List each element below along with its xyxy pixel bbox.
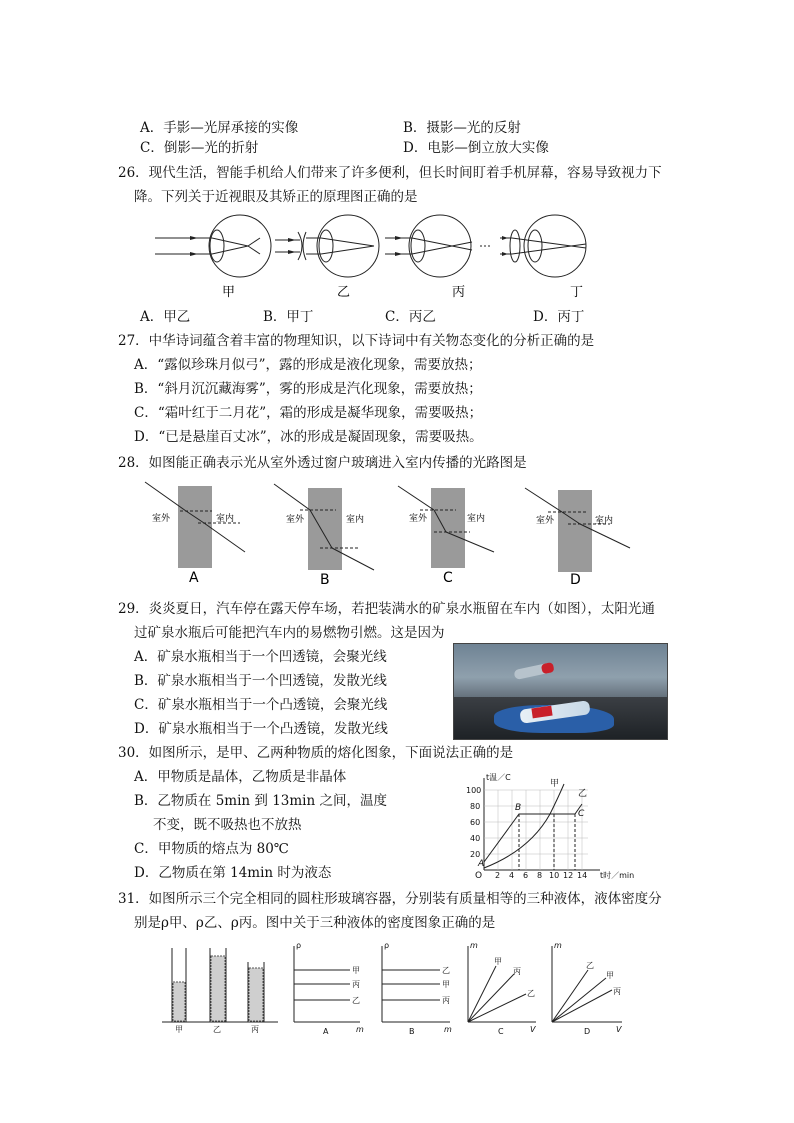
eye-yi-lens — [319, 230, 333, 262]
graph-b-line2: 甲 — [442, 980, 450, 989]
graph-d-line1: 乙 — [586, 961, 594, 970]
q30-point-a: A — [478, 859, 485, 869]
graph-c-line3: 乙 — [527, 989, 535, 998]
q30-option-b-line2: 不变，既不吸热也不放热 — [153, 817, 302, 833]
glass-b — [308, 488, 342, 570]
graph-c-xlabel: V — [530, 1025, 536, 1034]
eye-label-yi: 乙 — [337, 285, 351, 300]
q29-option-b: B．矿泉水瓶相当于一个凹透镜，发散光线 — [134, 673, 387, 689]
q28-caption-b: B — [320, 572, 330, 588]
q25-option-c: C．倒影—光的折射 — [140, 140, 259, 156]
glass-a — [178, 486, 212, 568]
q30-option-b-line1: B．乙物质在 5min 到 13min 之间，温度 — [134, 793, 387, 809]
eye-ding-lens — [528, 230, 542, 262]
glass-d-outside: 室外 — [536, 516, 555, 526]
q30-x-label: t时／min — [600, 871, 635, 880]
q26-stem-line2: 降。下列关于近视眼及其矫正的原理图正确的是 — [134, 189, 418, 205]
q30-ytick-20: 20 — [470, 850, 481, 859]
graph-b-caption: B — [409, 1027, 415, 1036]
eye-label-ding: 丁 — [570, 285, 584, 300]
q28-stem: 28．如图能正确表示光从室外透过窗户玻璃进入室内传播的光路图是 — [118, 455, 527, 471]
q30-curve-yi — [484, 804, 582, 862]
eye-jia-eyeball — [209, 215, 271, 277]
glass-d — [558, 490, 592, 572]
container-label-yi: 乙 — [213, 1025, 221, 1034]
q30-curve-jia — [484, 784, 564, 868]
q31-stem-line2: 别是ρ甲、ρ乙、ρ丙。图中关于三种液体的密度图象正确的是 — [134, 915, 496, 931]
graph-c-line2: 丙 — [513, 967, 521, 976]
q27-option-b: B．“斜月沉沉藏海雾”，雾的形成是汽化现象，需要放热； — [134, 381, 482, 397]
q30-melting-graph — [460, 770, 660, 882]
q30-stem: 30．如图所示，是甲、乙两种物质的熔化图象，下面说法正确的是 — [118, 745, 514, 761]
q30-ytick-60: 60 — [470, 818, 481, 827]
glass-a-outside: 室外 — [152, 514, 171, 524]
q26-stem-line1: 26．现代生活，智能手机给人们带来了许多便利，但长时间盯着手机屏幕，容易导致视力下 — [118, 165, 662, 181]
glass-a-inside: 室内 — [216, 514, 235, 524]
graph-d-line3: 丙 — [613, 987, 621, 996]
eye-ding-convex-lens — [510, 230, 520, 262]
graph-c-ylabel: m — [470, 941, 478, 950]
q30-ytick-80: 80 — [470, 802, 481, 811]
q27-option-c: C．“霜叶红于二月花”，霜的形成是凝华现象，需要吸热； — [134, 405, 483, 421]
q26-option-d: D．丙丁 — [533, 309, 585, 325]
q26-eye-diagrams — [150, 210, 690, 302]
liquid-yi — [211, 956, 225, 1021]
graph-d-caption: D — [584, 1027, 591, 1036]
liquid-bing — [249, 968, 263, 1021]
q27-option-d: D．“已是悬崖百丈冰”，冰的形成是凝固现象，需要吸热。 — [134, 429, 483, 445]
q30-xtick-6: 6 — [523, 871, 529, 880]
graph-a-xlabel: m — [356, 1025, 364, 1034]
graph-d-ylabel: m — [554, 941, 562, 950]
liquid-jia — [173, 982, 185, 1021]
graph-b-ylabel: ρ — [384, 941, 390, 950]
glass-c-inside: 室内 — [467, 514, 486, 524]
graph-b-line3: 丙 — [442, 996, 450, 1005]
q28-caption-d: D — [570, 572, 581, 588]
photo-bottle-top — [513, 662, 554, 680]
q30-label-jia: 甲 — [550, 779, 560, 789]
eye-yi-concave-lens — [298, 232, 306, 260]
q25-option-d: D．电影—倒立放大实像 — [403, 140, 549, 156]
q29-stem-line2: 过矿泉水瓶后可能把汽车内的易燃物引燃。这是因为 — [134, 625, 445, 641]
eye-label-jia: 甲 — [222, 285, 236, 300]
q26-option-c: C．丙乙 — [385, 309, 436, 325]
graph-a-ylabel: ρ — [296, 941, 302, 950]
graph-c-line1: 甲 — [494, 957, 502, 966]
graph-a-line1: 甲 — [352, 966, 360, 975]
q25-option-a: A．手影—光屏承接的实像 — [140, 120, 299, 136]
q30-xtick-8: 8 — [537, 871, 543, 880]
q27-stem: 27．中华诗词蕴含着丰富的物理知识，以下诗词中有关物态变化的分析正确的是 — [118, 333, 595, 349]
graph-a-caption: A — [323, 1027, 329, 1036]
q30-option-a: A．甲物质是晶体，乙物质是非晶体 — [134, 769, 347, 785]
q26-option-b: B．甲丁 — [263, 309, 314, 325]
graph-a-line3: 乙 — [352, 996, 360, 1005]
q30-option-d: D．乙物质在第 14min 时为液态 — [134, 865, 332, 881]
graph-a-line2: 丙 — [352, 980, 360, 989]
q25-option-b: B．摄影—光的反射 — [403, 120, 521, 136]
q29-stem-line1: 29．炎炎夏日，汽车停在露天停车场，若把装满水的矿泉水瓶留在车内（如图），太阳光通 — [118, 601, 655, 617]
glass-c-outside: 室外 — [409, 514, 428, 524]
q30-point-b: B — [515, 803, 522, 813]
container-label-jia: 甲 — [175, 1025, 183, 1034]
glass-c — [431, 488, 465, 568]
q28-caption-a: A — [189, 570, 199, 586]
q30-ytick-100: 100 — [466, 786, 482, 795]
q30-y-label: t温／C — [486, 773, 511, 782]
q28-caption-c: C — [443, 570, 453, 586]
graph-d-xlabel: V — [616, 1025, 622, 1034]
container-label-bing: 丙 — [251, 1025, 259, 1034]
q31-density-diagrams — [160, 938, 640, 1038]
eye-ding-eyeball — [524, 215, 586, 277]
q30-xtick-14: 14 — [577, 871, 588, 880]
eye-yi-eyeball — [317, 215, 379, 277]
q29-option-a: A．矿泉水瓶相当于一个凹透镜，会聚光线 — [134, 649, 387, 665]
q29-option-c: C．矿泉水瓶相当于一个凸透镜，会聚光线 — [134, 697, 388, 713]
q30-xtick-4: 4 — [509, 871, 515, 880]
q26-option-a: A．甲乙 — [140, 309, 191, 325]
eye-label-bing: 丙 — [452, 285, 466, 300]
q29-car-bottle-photo — [453, 643, 668, 740]
glass-d-inside: 室内 — [595, 516, 614, 526]
q30-ytick-40: 40 — [470, 834, 481, 843]
glass-b-outside: 室外 — [286, 515, 305, 525]
graph-c-caption: C — [498, 1027, 504, 1036]
graph-d-line2: 甲 — [606, 971, 614, 980]
graph-b-line1: 乙 — [442, 966, 450, 975]
q31-stem-line1: 31．如图所示三个完全相同的圆柱形玻璃容器，分别装有质量相等的三种液体，液体密度分 — [118, 891, 662, 907]
q27-option-a: A．“露似珍珠月似弓”，露的形成是液化现象，需要放热； — [134, 357, 482, 373]
eye-bing-eyeball — [409, 215, 471, 277]
q30-xtick-2: 2 — [495, 871, 501, 880]
q29-option-d: D．矿泉水瓶相当于一个凸透镜，发散光线 — [134, 721, 388, 737]
q30-label-yi: 乙 — [578, 789, 588, 799]
q30-xtick-12: 12 — [563, 871, 574, 880]
q30-point-c: C — [578, 809, 585, 819]
q28-light-path-diagrams — [140, 478, 640, 590]
q30-origin: O — [475, 871, 483, 881]
graph-b-xlabel: m — [444, 1025, 452, 1034]
q30-xtick-10: 10 — [549, 871, 560, 880]
eye-bing-lens — [411, 230, 425, 262]
q30-option-c: C．甲物质的熔点为 80℃ — [134, 841, 289, 857]
glass-b-inside: 室内 — [346, 515, 365, 525]
eye-jia-lens — [210, 230, 224, 262]
